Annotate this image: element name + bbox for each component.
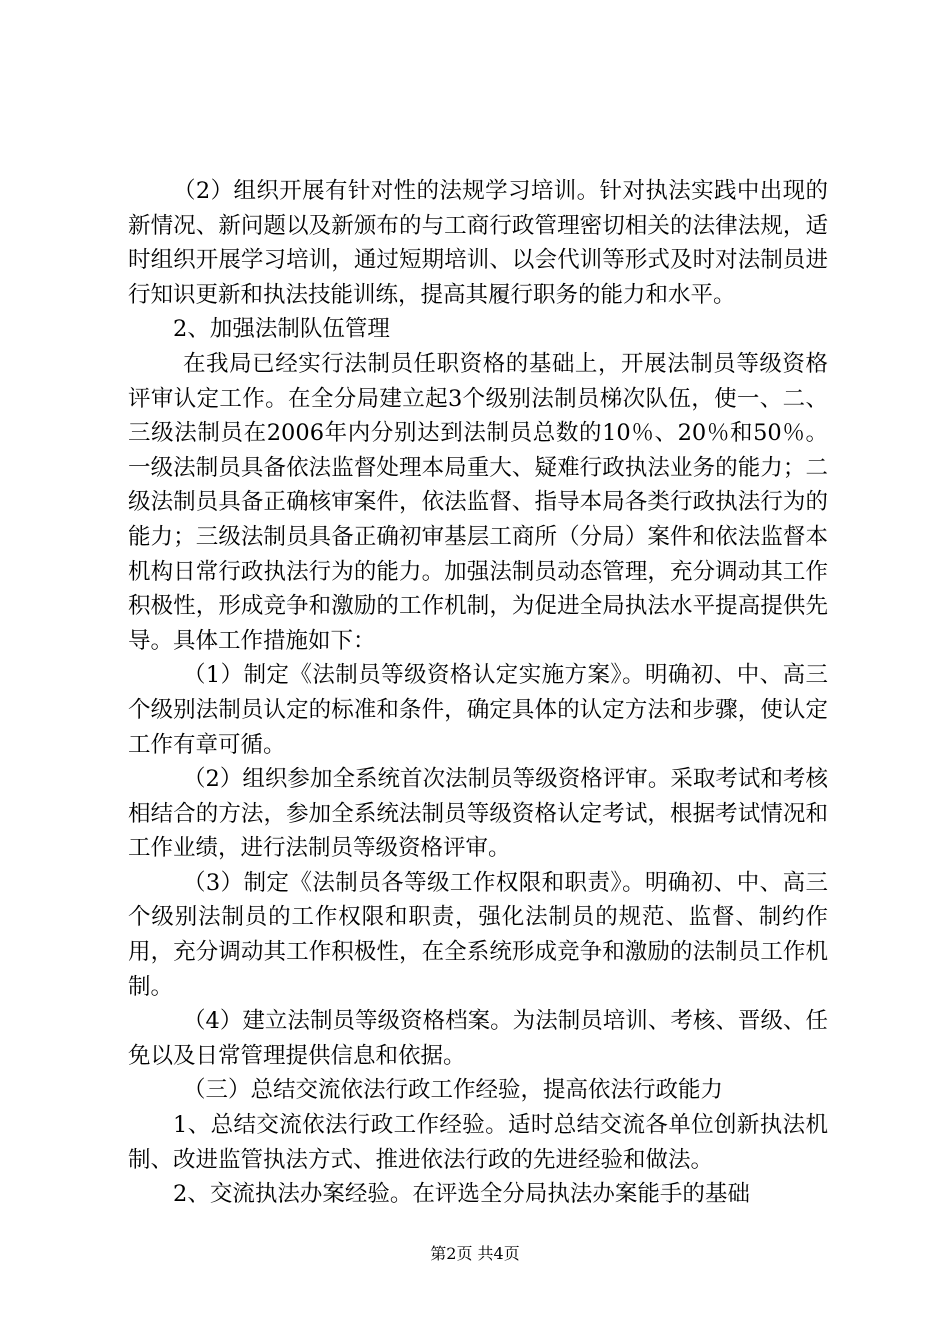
paragraph-training: （2）组织开展有针对性的法规学习培训。针对执法实践中出现的新情况、新问题以及新颁布的与工商行政管理密切相关的法律法规，适时组织开展学习培训，通过短期培训、以会代训等形式及时对法制员进行知识更新和执法技能训练，提高其履行职务的能力和水平。: [128, 178, 828, 308]
page-footer: 第2页 共4页: [430, 1244, 520, 1263]
paragraph-measure-2: （2）组织参加全系统首次法制员等级资格评审。采取考试和考核相结合的方法，参加全系统法制员等级资格认定考试，根据考试情况和工作业绩，进行法制员等级资格评审。: [128, 766, 828, 862]
paragraph-summary-experience: 1、总结交流依法行政工作经验。适时总结交流各单位创新执法机制、改进监管执法方式、推进依法行政的先进经验和做法。: [128, 1112, 828, 1173]
paragraph-case-experience: 2、交流执法办案经验。在评选全分局执法办案能手的基础: [173, 1181, 750, 1208]
paragraph-measure-4: （4）建立法制员等级资格档案。为法制员培训、考核、晋级、任免以及日常管理提供信息和依据。: [128, 1008, 828, 1069]
heading-team-management: 2、加强法制队伍管理: [173, 316, 390, 343]
paragraph-measure-1: （1）制定《法制员等级资格认定实施方案》。明确初、中、高三个级别法制员认定的标准和条件，确定具体的认定方法和步骤，使认定工作有章可循。: [128, 662, 828, 758]
paragraph-measure-3: （3）制定《法制员各等级工作权限和职责》。明确初、中、高三个级别法制员的工作权限和职责，强化法制员的规范、监督、制约作用，充分调动其工作积极性，在全系统形成竞争和激励的法制员工作机制。: [128, 869, 828, 1000]
document-body: [128, 174, 828, 1212]
paragraph-grade-qualification: 在我局已经实行法制员任职资格的基础上，开展法制员等级资格评审认定工作。在全分局建立起3个级别法制员梯次队伍，使一、二、三级法制员在2006年内分别达到法制员总数的10％、20％和50％。一级法制员具备依法监督处理本局重大、疑难行政执法业务的能力；二级法制员具备正确核审案件，依法监督、指导本局各类行政执法行为的能力；三级法制员具备正确初审基层工商所（分局）案件和依法监督本机构日常行政执法行为的能力。加强法制员动态管理，充分调动其工作积极性，形成竞争和激励的工作机制，为促进全局执法水平提高提供先导。具体工作措施如下：: [128, 350, 828, 654]
heading-section-3: （三）总结交流依法行政工作经验，提高依法行政能力: [183, 1077, 724, 1104]
